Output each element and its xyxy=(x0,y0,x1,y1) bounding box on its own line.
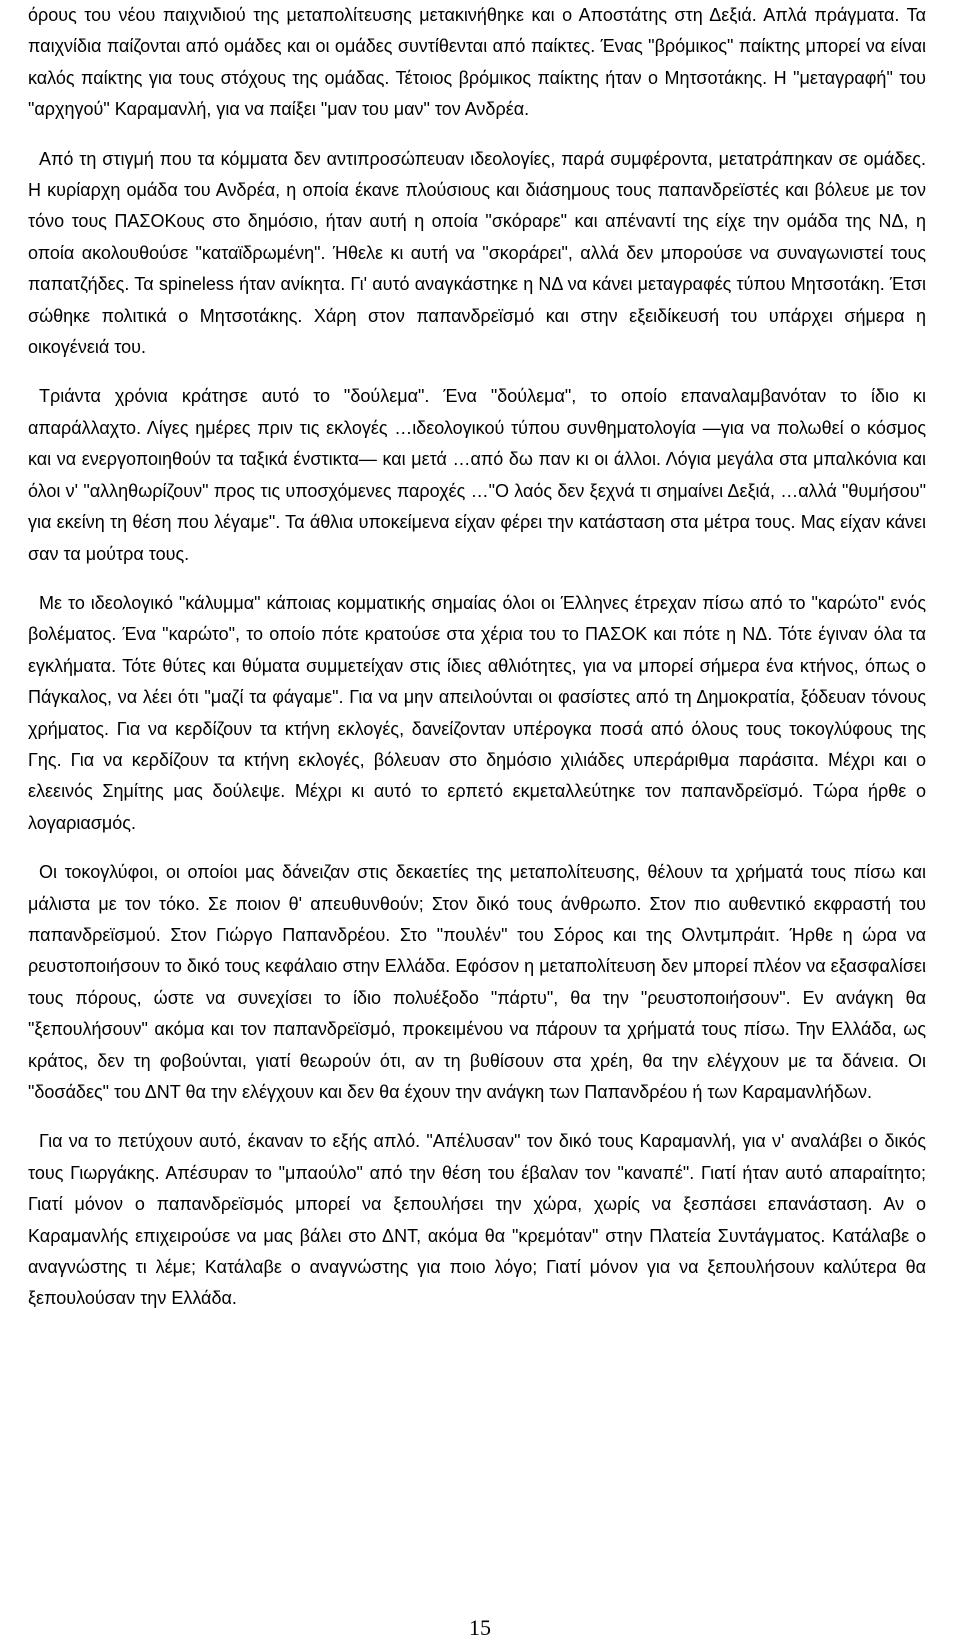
paragraph-5: Οι τοκογλύφοι, οι οποίοι μας δάνειζαν στις δεκαετίες της μεταπολίτευσης, θέλουν τα χρήματά τους πίσω και μάλιστα με τον τόκο. Σε ποιον θ' απευθυνθούν; Στον δικό τους άνθρωπο. Στον πιο αυθεντικό εκφραστή του παπανδρεϊσμού. Στον Γιώργο Παπανδρέου. Στο "πουλέν" του Σόρος και της Ολντμπράιτ. Ήρθε η ώρα να ρευστοποιήσουν το δικό τους κεφάλαιο στην Ελλάδα. Εφόσον η μεταπολίτευση δεν μπορεί πλέον να εξασφαλίσει τους πόρους, ώστε να συνεχίσει το ίδιο πολυέξοδο "πάρτυ", θα την "ρευστοποιήσουν". Εν ανάγκη θα "ξεπουλήσουν" ακόμα και τον παπανδρεϊσμό, προκειμένου να πάρουν τα χρήματά τους πίσω. Την Ελλάδα, ως κράτος, δεν τη φοβούνται, γιατί θεωρούν ότι, αν τη βυθίσουν στα χρέη, θα την ελέγχουν με τα δάνεια. Οι "δοσάδες" του ΔΝΤ θα την ελέγχουν και δεν θα έχουν την ανάγκη των Παπανδρέου ή των Καραμανλήδων. xyxy=(28,862,926,1102)
paragraph-4: Με το ιδεολογικό "κάλυμμα" κάποιας κομματικής σημαίας όλοι οι Έλληνες έτρεχαν πίσω από το "καρώτο" ενός βολέματος. Ένα "καρώτο", το οποίο πότε κρατούσε στα χέρια του το ΠΑΣΟΚ και πότε η ΝΔ. Τότε έγιναν όλα τα εγκλήματα. Τότε θύτες και θύματα συμμετείχαν στις ίδιες αθλιότητες, για να μπορεί σήμερα ένα κτήνος, όπως ο Πάγκαλος, να λέει ότι "μαζί τα φάγαμε". Για να μην απειλούνται οι φασίστες από τη Δημοκρατία, ξόδευαν τόνους χρήματος. Για να κερδίζουν τα κτήνη εκλογές, δανείζονταν υπέρογκα ποσά από όλους τους τοκογλύφους της Γης. Για να κερδίζουν τα κτήνη εκλογές, βόλευαν στο δημόσιο χιλιάδες υπεράριθμα παράσιτα. Μέχρι και ο ελεεινός Σημίτης μας δούλεψε. Μέχρι κι αυτό το ερπετό εκμεταλλεύτηκε τον παπανδρεϊσμό. Τώρα ήρθε ο λογαριασμός. xyxy=(28,592,926,833)
page-number: 15 xyxy=(469,1615,491,1640)
paragraph-2: Από τη στιγμή που τα κόμματα δεν αντιπροσώπευαν ιδεολογίες, παρά συμφέροντα, μετατράπηκαν σε ομάδες. Η κυρίαρχη ομάδα του Ανδρέα, η οποία έκανε πλούσιους και διάσημους τους παπανδρεϊστές και βόλευε με τον τόνο τους ΠΑΣΟΚους στο δημόσιο, ήταν αυτή η οποία "σκόραρε" και απέναντί της είχε την ομάδα της ΝΔ, η οποία ακολουθούσε "καταϊδρωμένη". Ήθελε κι αυτή να "σκοράρει", αλλά δεν μπορούσε να συναγωνιστεί τους παπατζήδες. Τα spineless ήταν ανίκητα. Γι' αυτό αναγκάστηκε η ΝΔ να κάνει μεταγραφές τύπου Μητσοτάκη. Έτσι σώθηκε πολιτικά ο Μητσοτάκης. Χάρη στον παπανδρεϊσμό και στην εξειδίκευσή του υπάρχει σήμερα η οικογένειά του. xyxy=(28,148,926,358)
paragraph-1: όρους του νέου παιχνιδιού της μεταπολίτευσης μετακινήθηκε και ο Αποστάτης στη Δεξιά. Απλά πράγματα. Τα παιχνίδια παίζονται από ομάδες και οι ομάδες συντίθενται από παίκτες. Ένας "βρόμικος" παίκτης μπορεί να είναι καλός παίκτης για τους στόχους της ομάδας. Τέτοιος βρόμικος παίκτης ήταν ο Μητσοτάκης. Η "μεταγραφή" του "αρχηγού" Καραμανλή, για να παίξει "μαν του μαν" τον Ανδρέα. xyxy=(28,5,926,120)
paragraph-6: Για να το πετύχουν αυτό, έκαναν το εξής απλό. "Απέλυσαν" τον δικό τους Καραμανλή, για ν' αναλάβει ο δικός τους Γιωργάκης. Απέσυραν το "μπαούλο" από την θέση του έβαλαν τον "καναπέ". Γιατί ήταν αυτό απαραίτητο; Γιατί μόνον ο παπανδρεϊσμός μπορεί να ξεπουλήσει την χώρα, χωρίς να ξεσπάσει επανάσταση. Αν ο Καραμανλής επιχειρούσε να μας βάλει στο ΔΝΤ, ακόμα θα "κρεμόταν" στην Πλατεία Συντάγματος. Κατάλαβε ο αναγνώστης τι λέμε; Κατάλαβε ο αναγνώστης για ποιο λόγο; Γιατί μόνον για να ξεπουλήσουν καλύτερα θα ξεπουλούσαν την Ελλάδα. xyxy=(28,1131,926,1309)
document-page xyxy=(28,0,926,1333)
paragraph-3: Τριάντα χρόνια κράτησε αυτό το "δούλεμα". Ένα "δούλεμα", το οποίο επαναλαμβανόταν το ίδιο κι απαράλλαχτο. Λίγες ημέρες πριν τις εκλογές …ιδεολογικού τύπου συνθηματολογία —για να πολωθεί ο κόσμος και να ενεργοποιηθούν τα ταξικά ένστικτα— και μετά …από δω παν κι οι άλλοι. Λόγια μεγάλα στα μπαλκόνια και όλοι ν' "αλληθωρίζουν" προς τις υποσχόμενες παροχές …"Ο λαός δεν ξεχνά τι σημαίνει Δεξιά, …αλλά "θυμήσου" για εκείνη τη θέση που λέγαμε". Τα άθλια υποκείμενα είχαν φέρει την κατάσταση στα μέτρα τους. Μας είχαν κάνει σαν τα μούτρα τους. xyxy=(28,386,926,564)
